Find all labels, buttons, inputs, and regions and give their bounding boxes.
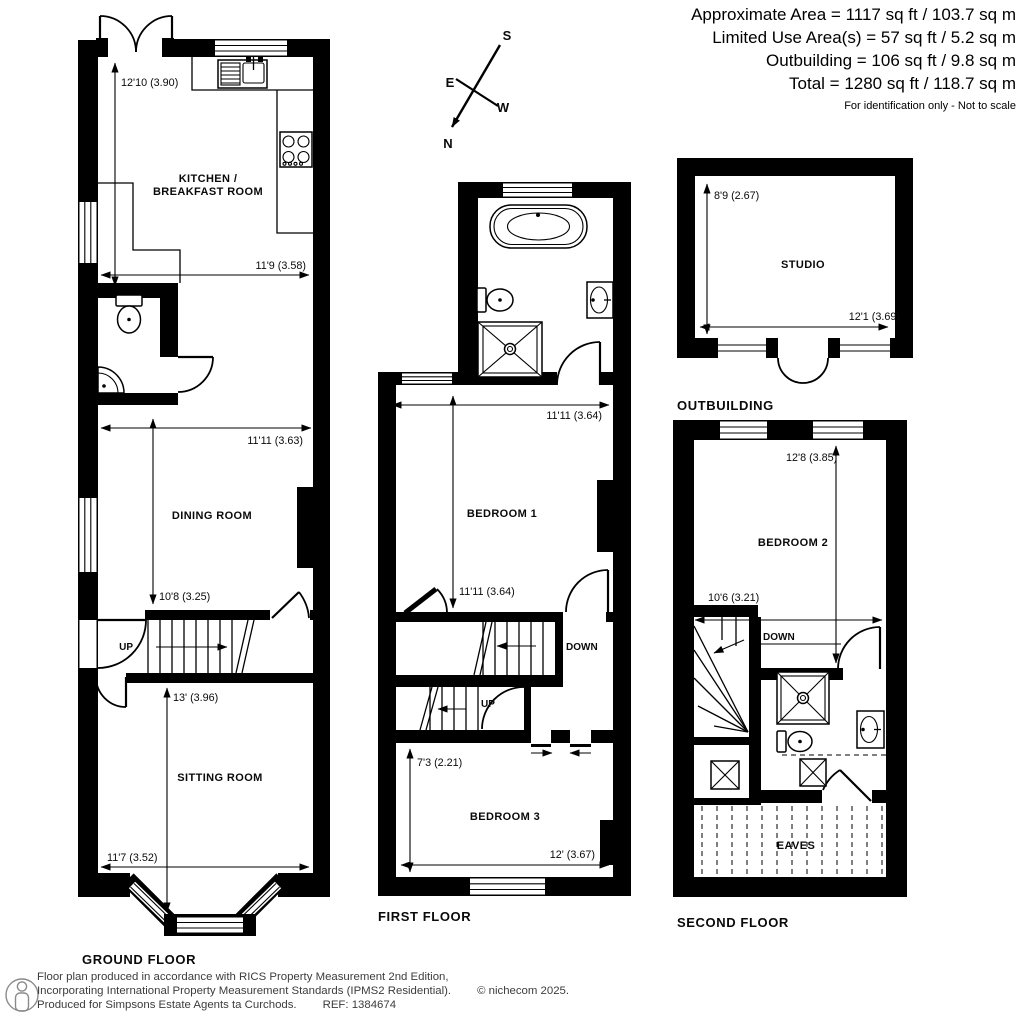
- dining-room-label: DINING ROOM: [171, 510, 253, 522]
- french-doors: [100, 16, 172, 52]
- stairs-down-arrow: [714, 640, 744, 653]
- bedroom3-width-label: 12' (3.67): [549, 849, 595, 861]
- sitting-depth-label: 13' (3.96): [173, 692, 219, 704]
- kitchen-fixtures: [98, 57, 313, 283]
- ground-floor-title: GROUND FLOOR: [82, 952, 197, 967]
- sitting-width-label: 11'7 (3.52): [107, 852, 158, 864]
- first-dimensions: [392, 396, 609, 872]
- outbuilding-walls: [677, 158, 913, 358]
- nichecom-person-logo: [6, 979, 38, 1011]
- bedroom2-width-label: 10'6 (3.21): [708, 592, 760, 604]
- kitchen-depth-label: 12'10 (3.90): [121, 77, 179, 89]
- studio-label: STUDIO: [781, 259, 825, 271]
- shower-tray: [777, 672, 829, 724]
- outbuilding-title: OUTBUILDING: [677, 398, 774, 413]
- bedroom1-width-label: 11'11 (3.64): [546, 410, 602, 422]
- dining-room-door: [272, 592, 309, 618]
- compass-west-label: W: [496, 100, 510, 115]
- outbuilding-plan: [677, 158, 913, 413]
- bedroom1-closet-door: [405, 589, 447, 613]
- second-floor-plan: [673, 420, 907, 930]
- compass-rose: [443, 28, 511, 151]
- stairs-up-label: UP: [481, 699, 495, 710]
- kitchen-width-label: 11'9 (3.58): [255, 260, 306, 272]
- footer-ref: REF: 1384674: [322, 999, 397, 1011]
- kitchen-hob: [280, 132, 312, 167]
- ground-floor-windows: [80, 41, 288, 669]
- front-door-opening: [80, 620, 97, 668]
- stairs-down-label: DOWN: [763, 632, 795, 643]
- kitchen-counter-left: [98, 183, 180, 283]
- limited-use-area-line: Limited Use Area(s) = 57 sq ft / 5.2 sq m: [712, 28, 1016, 47]
- footer-line3: Produced for Simpsons Estate Agents ta Curchods.: [37, 999, 297, 1011]
- footer-disclaimer: [37, 970, 569, 1012]
- first-room-labels: [467, 508, 540, 823]
- bedroom2-depth-label: 12'8 (3.85): [786, 452, 838, 464]
- bathroom-toilet: [477, 288, 513, 312]
- bedroom3-label: BEDROOM 3: [469, 811, 541, 823]
- bathtub: [490, 205, 587, 248]
- outbuilding-windows: [718, 340, 890, 357]
- bathroom-basin: [587, 282, 613, 318]
- outbuilding-area-line: Outbuilding = 106 sq ft / 9.8 sq m: [766, 51, 1016, 70]
- shower-room-toilet: [777, 731, 812, 752]
- wc-door: [178, 357, 213, 392]
- sitting-room-label: SITTING ROOM: [177, 772, 263, 784]
- footer-line2: Incorporating International Property Measurement Standards (IPMS2 Residential).: [37, 985, 452, 997]
- kitchen-sink: [218, 57, 267, 88]
- ground-staircase: [119, 620, 254, 673]
- kitchen-label-line1: KITCHEN /: [178, 173, 238, 185]
- dining-depth-label: 10'8 (3.25): [159, 591, 211, 603]
- studio-width-label: 12'1 (3.69): [848, 311, 900, 323]
- compass-north-label: N: [443, 136, 453, 151]
- footer-copyright: © nichecom 2025.: [477, 985, 570, 997]
- bathroom-door-opening: [557, 372, 600, 385]
- rooflight-showerroom: [800, 759, 826, 786]
- bedroom1-depth-label: 11'11 (3.64): [459, 586, 515, 598]
- second-dimensions: [695, 446, 882, 663]
- compass-south-label: S: [502, 28, 512, 43]
- compass-east-label: E: [445, 75, 455, 90]
- footer-line1: Floor plan produced in accordance with RICS Property Measurement 2nd Edition,: [37, 971, 449, 983]
- compass-needle: [452, 45, 500, 127]
- bedroom2-label: BEDROOM 2: [757, 537, 829, 549]
- shower-room-basin: [857, 711, 884, 748]
- sliding-door-arrows: [531, 744, 591, 753]
- wc-fixtures: [98, 295, 142, 393]
- eaves-label: EAVES: [776, 840, 816, 852]
- first-staircase-down: [474, 622, 598, 675]
- kitchen-label-line2: BREAKFAST ROOM: [152, 186, 264, 198]
- bedroom1-door: [566, 570, 608, 612]
- wc-corner-basin: [98, 367, 124, 393]
- second-floor-title: SECOND FLOOR: [677, 915, 789, 930]
- bedroom3-depth-label: 7'3 (2.21): [417, 757, 463, 769]
- second-floor-walls: [673, 420, 907, 897]
- wc-toilet: [116, 295, 142, 333]
- ground-floor-plan: [78, 16, 330, 967]
- outbuilding-double-doors: [778, 358, 828, 383]
- stairs-down-label: DOWN: [566, 642, 598, 653]
- sitting-room-door: [96, 677, 126, 707]
- bedroom1-label: BEDROOM 1: [466, 508, 538, 520]
- stairs-up-label: UP: [119, 642, 133, 653]
- bedroom2-door: [838, 627, 880, 669]
- approximate-area-line: Approximate Area = 1117 sq ft / 103.7 sq m: [691, 5, 1016, 24]
- scale-note: For identification only - Not to scale: [844, 100, 1016, 112]
- studio-depth-label: 8'9 (2.67): [714, 190, 760, 202]
- bathroom-fixtures: [477, 205, 613, 377]
- total-area-line: Total = 1280 sq ft / 118.7 sq m: [789, 74, 1016, 93]
- eaves-door: [823, 770, 871, 801]
- first-staircase-up: [420, 687, 495, 730]
- rooflight-closet: [711, 761, 739, 789]
- bay-window: [128, 879, 282, 936]
- first-floor-plan: [378, 182, 631, 924]
- dining-width-label: 11'11 (3.63): [247, 435, 303, 447]
- shower-tray: [478, 322, 542, 377]
- first-floor-title: FIRST FLOOR: [378, 909, 472, 924]
